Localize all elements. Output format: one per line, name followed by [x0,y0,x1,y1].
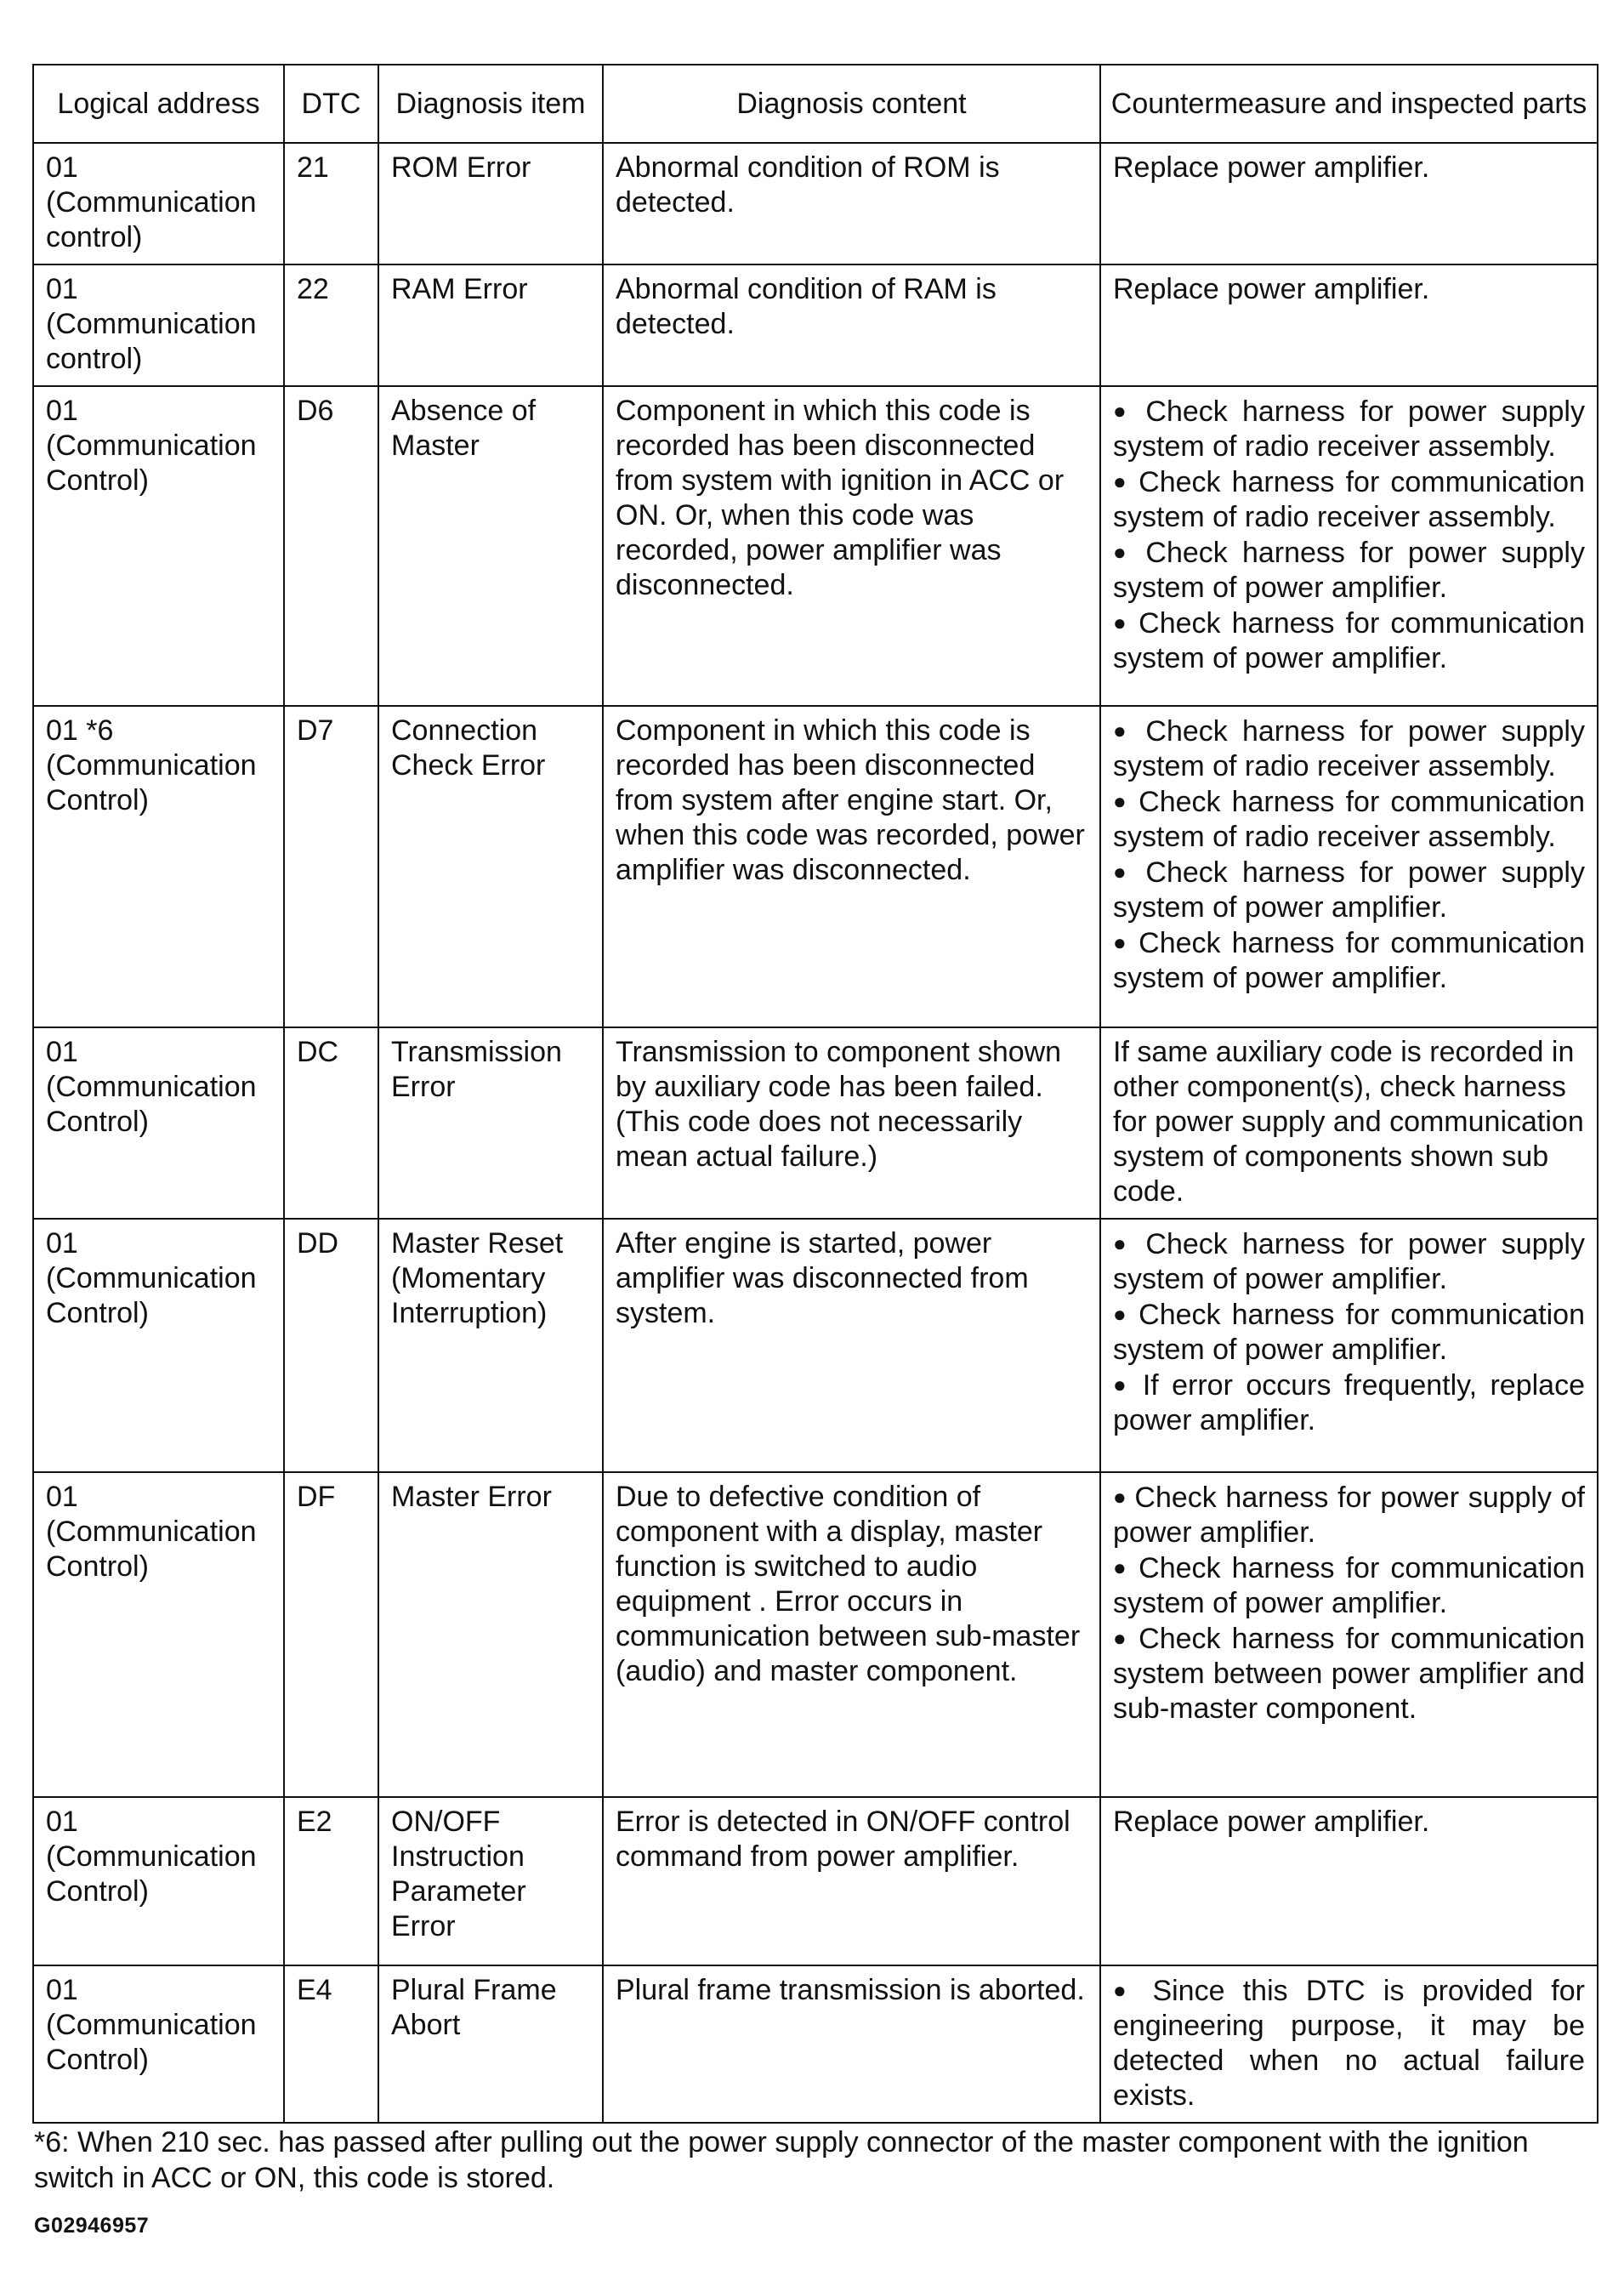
countermeasure-item: ● Check harness for communication system of radio receiver assembly. [1113,784,1585,855]
logical-address-cell [33,143,284,264]
countermeasure-item: ● Check harness for power supply system of power amplifier. [1113,535,1585,606]
header-dtc: DTC [284,65,378,143]
dtc-code: 21 [284,143,378,264]
address-label: (Communication Control) [46,2009,257,2076]
countermeasure-item: ● Check harness for communication system of power amplifier. [1113,606,1585,676]
diagnosis-content: Abnormal condition of ROM is detected. [603,143,1100,264]
countermeasure-cell: If same auxiliary code is recorded in other component(s), check harness for power supply and communication system of components shown sub code. [1100,1027,1598,1219]
table-row [33,1965,1598,2123]
logical-address-cell [33,1797,284,1965]
dtc-code: DD [284,1219,378,1472]
countermeasure-item: ● Check harness for power supply of power amplifier. [1113,1480,1585,1550]
countermeasure-cell [1100,706,1598,1027]
footnote: *6: When 210 sec. has passed after pulling out the power supply connector of the master component with the ignition switch in ACC or ON, this code is stored. [34,2126,1529,2194]
address-code: 01 [46,1806,78,1838]
address-code: 01 [46,1481,78,1513]
countermeasure-item: ● If error occurs frequently, replace power amplifier. [1113,1368,1585,1438]
diagnosis-item: RAM Error [378,264,603,386]
header-diagnosis-item: Diagnosis item [378,65,603,143]
diagnosis-item: Master Reset (Momentary Interruption) [378,1219,603,1472]
countermeasure-cell [1100,143,1598,264]
diagnosis-item: Plural Frame Abort [378,1965,603,2123]
header-countermeasure: Countermeasure and inspected parts [1100,65,1598,143]
address-code: 01 [46,1036,78,1068]
diagnosis-content: Component in which this code is recorded has been disconnected from system after engine start. Or, when this code was recorded, power amplifier was disconnected. [603,706,1100,1027]
countermeasure-list [1113,714,1585,996]
countermeasure-text: Replace power amplifier. [1113,151,1430,184]
table-header-row [33,65,1598,143]
address-code: 01 [46,151,78,184]
diagnosis-content: Abnormal condition of RAM is detected. [603,264,1100,386]
countermeasure-item: ● Check harness for power supply system of radio receiver assembly. [1113,714,1585,784]
address-label: (Communication Control) [46,1262,257,1329]
diagnosis-content: Transmission to component shown by auxiliary code has been failed. (This code does not necessarily mean actual failure.) [603,1027,1100,1219]
logical-address-cell [33,1965,284,2123]
dtc-code: D6 [284,386,378,706]
dtc-code: D7 [284,706,378,1027]
diagnosis-content: Due to defective condition of component with a display, master function is switched to audio equipment . Error occurs in communication between sub-master (audio) and master component. [603,1472,1100,1797]
address-code: 01 [46,273,78,305]
address-label: (Communication Control) [46,1516,257,1583]
table-row [33,143,1598,264]
diagnosis-content: After engine is started, power amplifier was disconnected from system. [603,1219,1100,1472]
diagnosis-item: ROM Error [378,143,603,264]
address-label: (Communication Control) [46,1840,257,1908]
table-row [33,1219,1598,1472]
dtc-code: E4 [284,1965,378,2123]
countermeasure-cell [1100,1472,1598,1797]
countermeasure-cell [1100,264,1598,386]
table-row [33,1797,1598,1965]
countermeasure-item: ● Since this DTC is provided for engineering purpose, it may be detected when no actual failure exists. [1113,1973,1585,2113]
diagnosis-content: Plural frame transmission is aborted. [603,1965,1100,2123]
countermeasure-cell [1100,1965,1598,2123]
header-diagnosis-content: Diagnosis content [603,65,1100,143]
diagnosis-item: Transmission Error [378,1027,603,1219]
countermeasure-item: ● Check harness for communication system of power amplifier. [1113,1297,1585,1368]
dtc-code: E2 [284,1797,378,1965]
address-code: 01 *6 [46,714,114,747]
countermeasure-item: ● Check harness for communication system of power amplifier. [1113,925,1585,996]
diagnosis-item: Connection Check Error [378,706,603,1027]
logical-address-cell [33,386,284,706]
countermeasure-item: ● Check harness for communication system of power amplifier. [1113,1550,1585,1621]
countermeasure-list [1113,1480,1585,1726]
logical-address-cell [33,1027,284,1219]
countermeasure-list [1113,394,1585,676]
address-label: (Communication Control) [46,429,257,497]
countermeasure-cell [1100,386,1598,706]
dtc-document [32,64,1597,2124]
table-row [33,264,1598,386]
countermeasure-cell: Replace power amplifier. [1100,1797,1598,1965]
logical-address-cell [33,264,284,386]
header-logical-address: Logical address [33,65,284,143]
address-label: (Communication Control) [46,1071,257,1138]
countermeasure-item: ● Check harness for power supply system of power amplifier. [1113,855,1585,925]
table-row [33,386,1598,706]
dtc-code: DC [284,1027,378,1219]
countermeasure-cell [1100,1219,1598,1472]
table-row [33,1027,1598,1219]
dtc-code: DF [284,1472,378,1797]
diagnosis-item: Absence of Master [378,386,603,706]
countermeasure-list [1113,1226,1585,1438]
logical-address-cell [33,706,284,1027]
table-row [33,706,1598,1027]
address-code: 01 [46,395,78,427]
diagnosis-item: ON/OFF Instruction Parameter Error [378,1797,603,1965]
countermeasure-item: ● Check harness for communication system of radio receiver assembly. [1113,464,1585,535]
diagnosis-content: Component in which this code is recorded has been disconnected from system with ignition in ACC or ON. Or, when this code was recorded, power amplifier was disconnected. [603,386,1100,706]
diagnosis-item: Master Error [378,1472,603,1797]
figure-code: G02946957 [34,2214,150,2238]
logical-address-cell [33,1219,284,1472]
countermeasure-text: Replace power amplifier. [1113,273,1430,305]
countermeasure-list [1113,1973,1585,2113]
diagnosis-content: Error is detected in ON/OFF control command from power amplifier. [603,1797,1100,1965]
address-code: 01 [46,1227,78,1260]
table-row [33,1472,1598,1797]
countermeasure-item: ● Check harness for communication system between power amplifier and sub-master component. [1113,1621,1585,1726]
countermeasure-item: ● Check harness for power supply system of radio receiver assembly. [1113,394,1585,464]
address-label: (Communication control) [46,308,257,375]
logical-address-cell [33,1472,284,1797]
dtc-table [32,64,1598,2124]
address-label: (Communication Control) [46,749,257,816]
address-code: 01 [46,1974,78,2006]
countermeasure-item: ● Check harness for power supply system of power amplifier. [1113,1226,1585,1297]
dtc-code: 22 [284,264,378,386]
address-label: (Communication control) [46,186,257,253]
